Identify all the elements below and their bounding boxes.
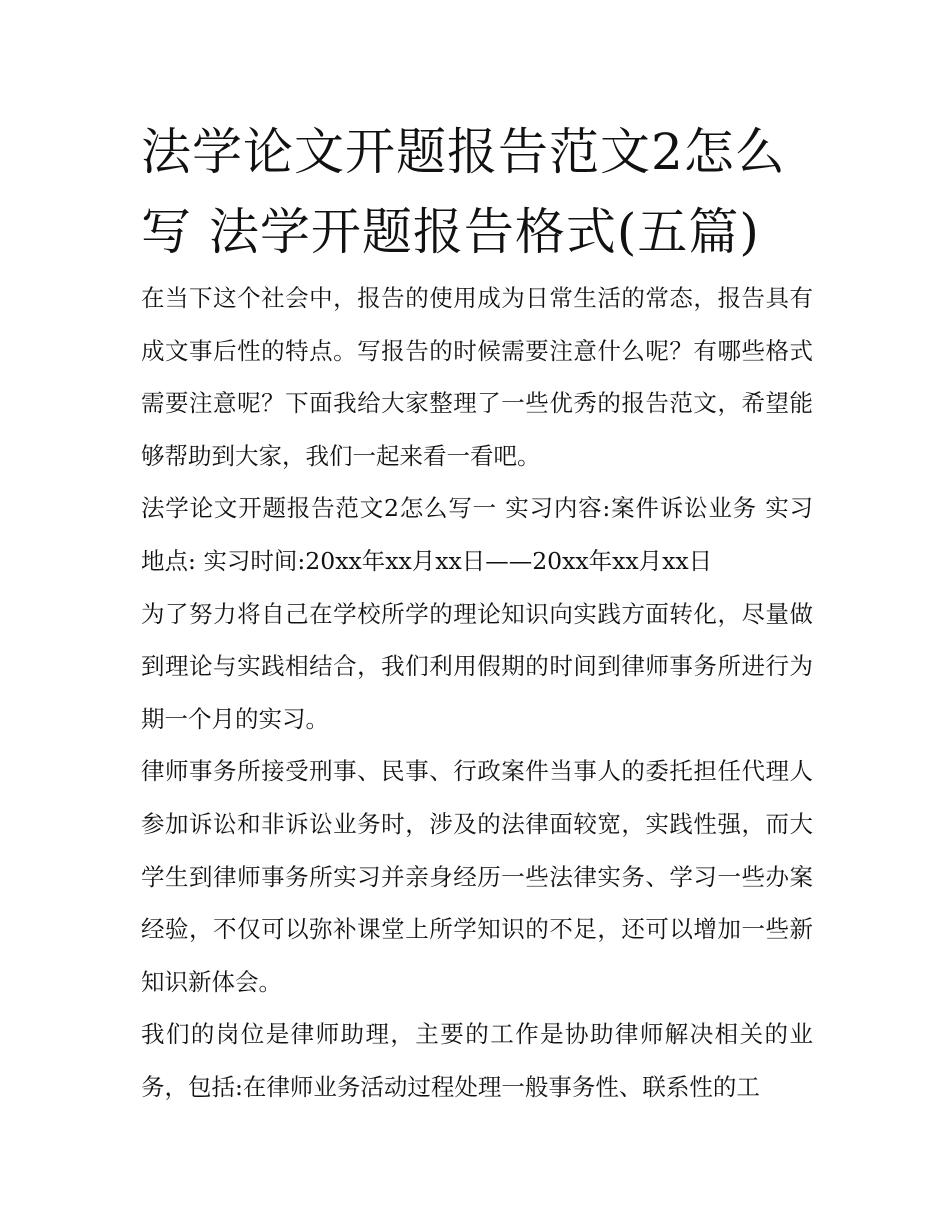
document-title: 法学论文开题报告范文2怎么写 法学开题报告格式(五篇) <box>141 123 786 261</box>
paragraph-law-firm: 律师事务所接受刑事、民事、行政案件当事人的委托担任代理人参加诉讼和非诉讼业务时，涉及的法律面较宽，实践性强，而大学生到律师事务所实习并亲身经历一些法律实务、学习一些办案经验，不仅可以弥补课堂上所学知识的不足，还可以增加一些新知识新体会。 <box>141 757 813 996</box>
paragraph-intro: 在当下这个社会中，报告的使用成为日常生活的常态，报告具有成文事后性的特点。写报告的时候需要注意什么呢？有哪些格式需要注意呢？下面我给大家整理了一些优秀的报告范文，希望能够帮助到大家，我们一起来看一看吧。 <box>141 284 813 470</box>
paragraph-position: 我们的岗位是律师助理，主要的工作是协助律师解决相关的业务，包括:在律师业务活动过程处理一般事务性、联系性的工 <box>141 1020 813 1101</box>
document-body <box>141 272 813 1114</box>
paragraph-purpose: 为了努力将自己在学校所学的理论知识向实践方面转化，尽量做到理论与实践相结合，我们利用假期的时间到律师事务所进行为期一个月的实习。 <box>141 599 813 733</box>
paragraph-internship-info: 法学论文开题报告范文2怎么写一 实习内容:案件诉讼业务 实习地点: 实习时间:20xx年xx月xx日——20xx年xx月xx日 <box>141 494 813 575</box>
